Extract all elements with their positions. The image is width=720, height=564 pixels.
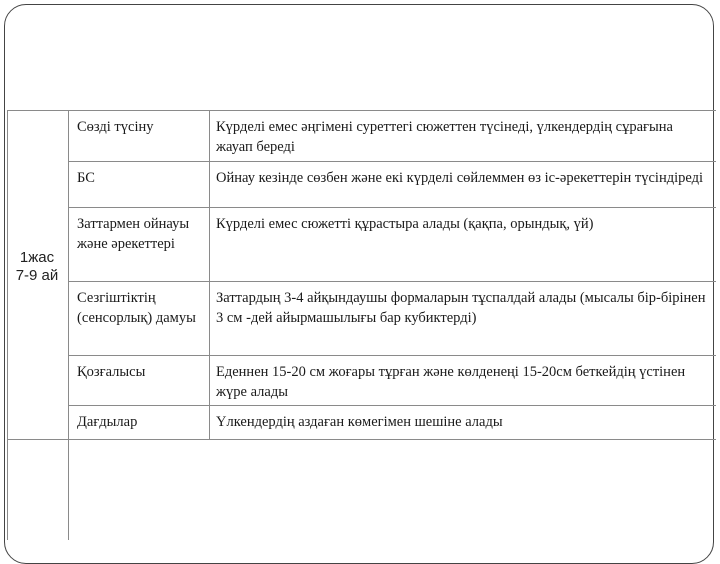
description-cell: Күрделі емес сюжетті құрастыра алады (қақпа, орындық, үй) (210, 208, 716, 282)
area-cell: Дағдылар (69, 406, 210, 440)
development-table (7, 110, 716, 440)
table-row (8, 282, 716, 356)
area-cell: БС (69, 162, 210, 208)
description-cell: Күрделі емес әңгімені суреттегі сюжеттен түсінеді, үлкендердің сұрағына жауап береді (210, 111, 716, 162)
table-row (8, 208, 716, 282)
table-left-rule (7, 440, 8, 540)
area-cell: Заттармен ойнауы және әрекеттері (69, 208, 210, 282)
age-label (6, 249, 68, 285)
table-row (8, 356, 716, 406)
description-cell: Еденнен 15-20 см жоғары тұрған және көлденеңі 15-20см беткейдің үстінен жүре алады (210, 356, 716, 406)
table-row (8, 111, 716, 162)
age-label-line: 7-9 ай (15, 267, 59, 284)
area-cell: Сөзді түсіну (69, 111, 210, 162)
description-cell: Заттардың 3-4 айқындаушы формаларын тұспалдай алады (мысалы бір-бірінен 3 см -дей айырмашылығы бар кубиктерді) (210, 282, 716, 356)
table-row (8, 406, 716, 440)
description-cell: Ойнау кезінде сөзбен және екі күрделі сөйлеммен өз іс-әрекеттерін түсіндіреді (210, 162, 716, 208)
description-cell: Үлкендердің аздаған көмегімен шешіне алады (210, 406, 716, 440)
table-row (8, 162, 716, 208)
age-label-line: 1жас (19, 249, 55, 266)
table-column-rule (68, 440, 69, 540)
area-cell: Қозғалысы (69, 356, 210, 406)
area-cell: Сезгіштіктің (сенсорлық) дамуы (69, 282, 210, 356)
